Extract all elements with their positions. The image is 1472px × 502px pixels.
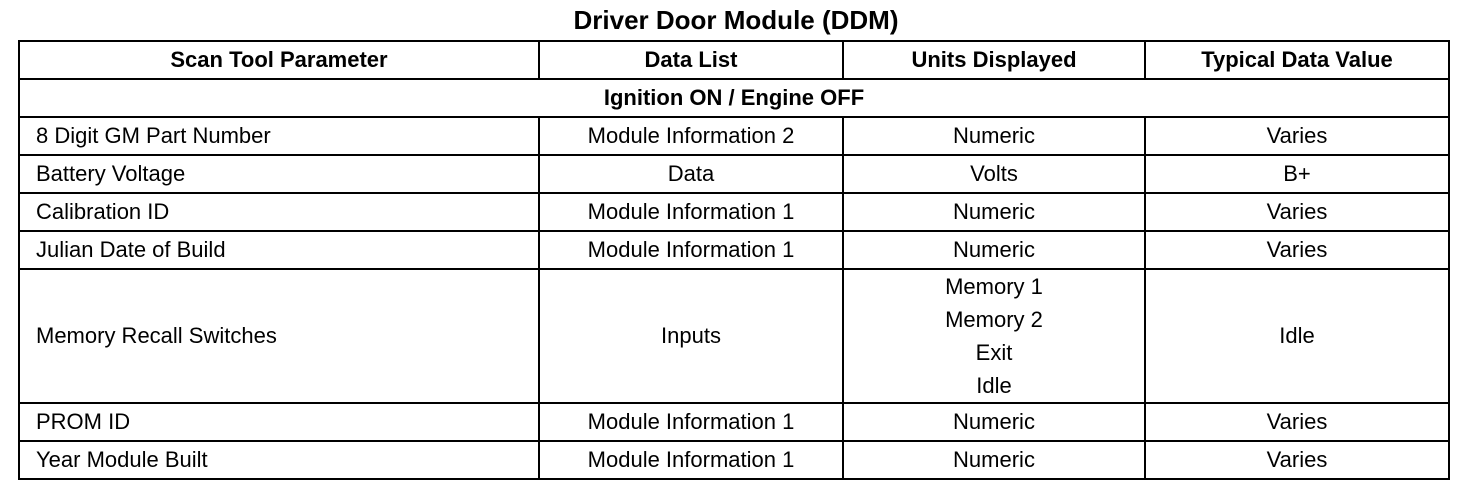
table-row [19, 117, 1449, 155]
table-row [19, 403, 1449, 441]
cell-data-list: Module Information 1 [539, 231, 843, 269]
cell-parameter: Memory Recall Switches [19, 269, 539, 403]
cell-typical: Varies [1145, 193, 1449, 231]
units-option: Memory 2 [945, 307, 1043, 332]
section-row [19, 79, 1449, 117]
table-title: Driver Door Module (DDM) [573, 5, 899, 35]
header-row [19, 41, 1449, 79]
table-row [19, 155, 1449, 193]
cell-typical: Varies [1145, 117, 1449, 155]
cell-units: Numeric [843, 117, 1145, 155]
cell-typical: Varies [1145, 231, 1449, 269]
cell-parameter: Year Module Built [19, 441, 539, 479]
cell-data-list: Inputs [539, 269, 843, 403]
units-option: Idle [976, 373, 1012, 398]
cell-parameter: PROM ID [19, 403, 539, 441]
cell-data-list: Module Information 2 [539, 117, 843, 155]
cell-parameter: 8 Digit GM Part Number [19, 117, 539, 155]
section-label: Ignition ON / Engine OFF [19, 79, 1449, 117]
cell-units: Volts [843, 155, 1145, 193]
cell-data-list: Module Information 1 [539, 403, 843, 441]
cell-data-list: Data [539, 155, 843, 193]
cell-data-list: Module Information 1 [539, 441, 843, 479]
table-row [19, 269, 1449, 403]
cell-typical: B+ [1145, 155, 1449, 193]
cell-typical: Varies [1145, 403, 1449, 441]
table-row [19, 441, 1449, 479]
column-header-parameter: Scan Tool Parameter [19, 41, 539, 79]
column-header-units: Units Displayed [843, 41, 1145, 79]
cell-units [843, 269, 1145, 403]
table-row [19, 231, 1449, 269]
cell-units: Numeric [843, 231, 1145, 269]
column-header-data-list: Data List [539, 41, 843, 79]
cell-parameter: Calibration ID [19, 193, 539, 231]
column-header-typical: Typical Data Value [1145, 41, 1449, 79]
cell-units: Numeric [843, 441, 1145, 479]
table-row [19, 193, 1449, 231]
units-option: Exit [975, 340, 1013, 365]
cell-typical: Varies [1145, 441, 1449, 479]
cell-data-list: Module Information 1 [539, 193, 843, 231]
units-option: Memory 1 [945, 274, 1043, 299]
cell-units: Numeric [843, 193, 1145, 231]
ddm-data-table [18, 40, 1450, 480]
cell-units: Numeric [843, 403, 1145, 441]
cell-parameter: Battery Voltage [19, 155, 539, 193]
cell-typical: Idle [1145, 269, 1449, 403]
cell-parameter: Julian Date of Build [19, 231, 539, 269]
